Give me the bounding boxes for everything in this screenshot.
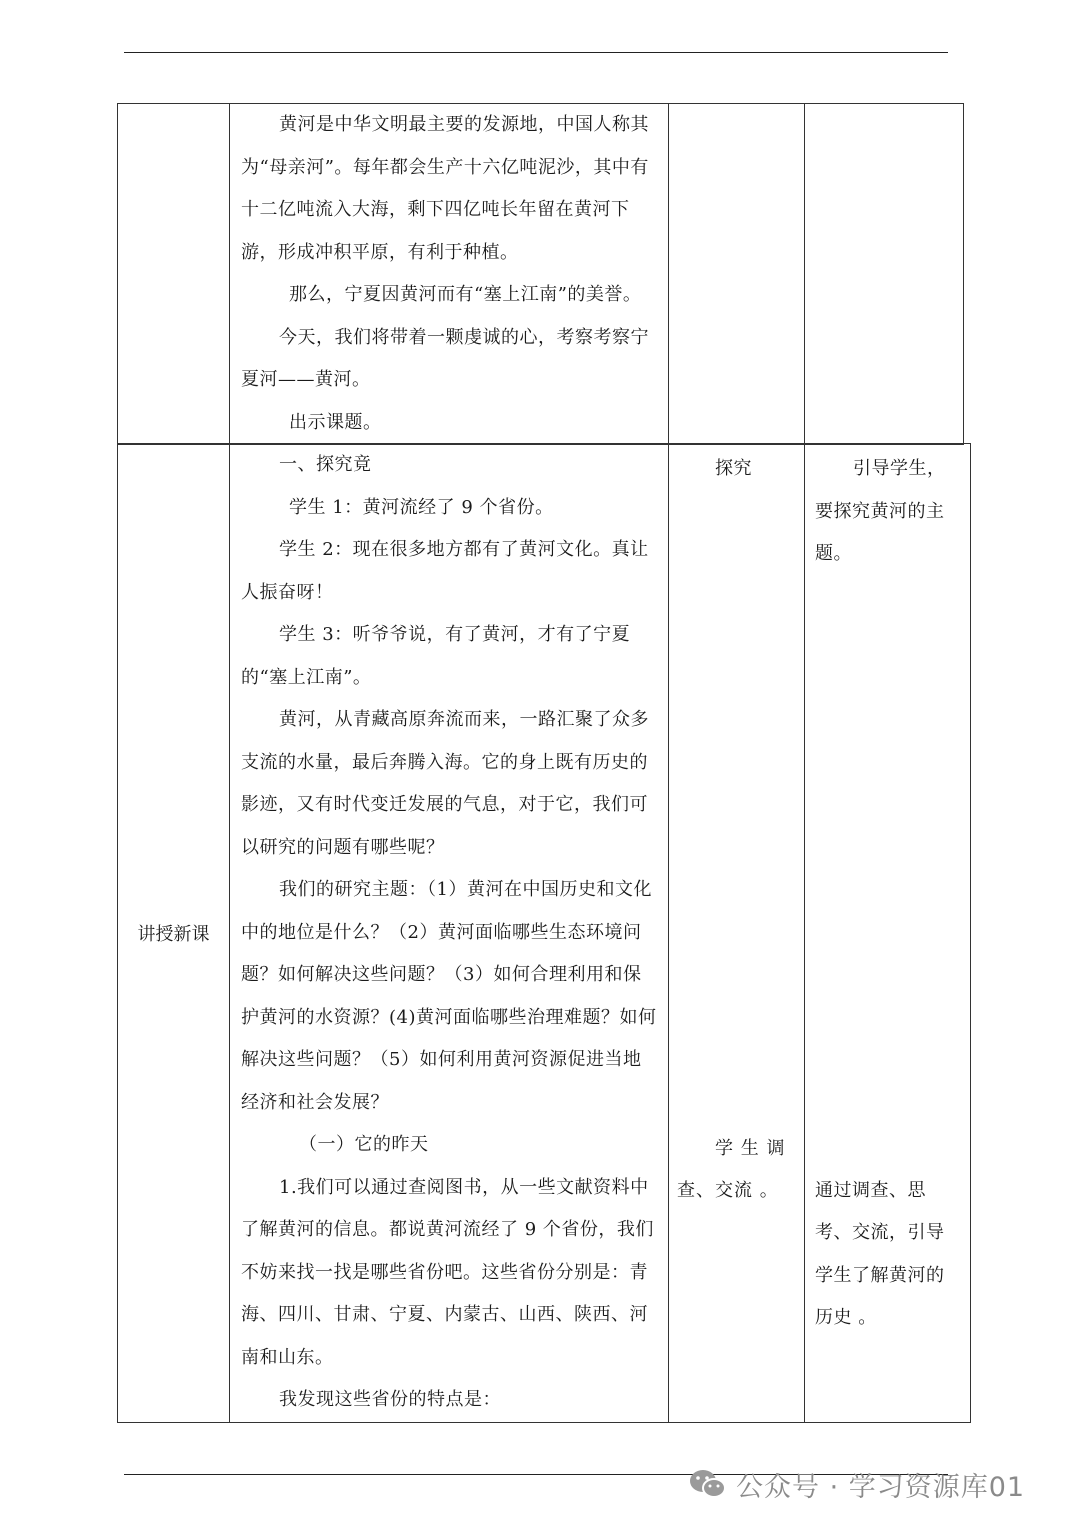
header-rule — [124, 52, 948, 53]
watermark-text: 公众号 · 学习资源库01 — [736, 1471, 1026, 1503]
intent-text: 引导学生，要探究黄河的主题。 — [815, 458, 946, 564]
stage-cell — [118, 444, 230, 1423]
paragraph: 一、探究竟 — [279, 454, 372, 475]
content-cell — [230, 444, 669, 1423]
stage-cell — [118, 104, 230, 445]
content-cell — [230, 104, 669, 445]
activity-text: 探究 — [715, 458, 752, 479]
activity-text: 学 生 调查、交流 。 — [677, 1137, 786, 1201]
paragraph: 学生 2：现在很多地方都有了黄河文化。真让人振奋呀！ — [241, 539, 649, 603]
watermark — [688, 1464, 1025, 1504]
wechat-icon — [688, 1467, 728, 1501]
intent-text: 通过调查、思考、交流，引导学生了解黄河的历史 。 — [815, 1179, 945, 1328]
lesson-table-top — [117, 103, 964, 445]
table-row — [118, 444, 971, 1423]
paragraph: 出示课题。 — [289, 411, 382, 433]
paragraph: 1.我们可以通过查阅图书，从一些文献资料中了解黄河的信息。都说黄河流经了 9 个省份，我们不妨来找一找是哪些省份吧。这些省份分别是：青海、四川、甘肃、宁夏、内蒙古、山西、陕西、河南和山东。 — [241, 1176, 654, 1368]
paragraph: 黄河，从青藏高原奔流而来，一路汇聚了众多支流的水量，最后奔腾入海。它的身上既有历史的影迹，又有时代变迁发展的气息，对于它，我们可以研究的问题有哪些呢？ — [241, 709, 649, 858]
paragraph: 今天，我们将带着一颗虔诚的心，考察考察宁夏河——黄河。 — [241, 326, 649, 390]
paragraph: 学生 1：黄河流经了 9 个省份。 — [289, 496, 554, 518]
intent-cell — [805, 104, 964, 445]
paragraph: 黄河是中华文明最主要的发源地，中国人称其为“母亲河”。每年都会生产十六亿吨泥沙，其中有十二亿吨流入大海，剩下四亿吨长年留在黄河下游，形成冲积平原，有利于种植。 — [241, 114, 649, 263]
stage-label: 讲授新课 — [137, 923, 210, 945]
paragraph: 我们的研究主题：（1）黄河在中国历史和文化中的地位是什么？（2）黄河面临哪些生态环境问题？如何解决这些问题？（3）如何合理利用和保护黄河的水资源？(4)黄河面临哪些治理难题？如何解决这些问题？（5）如何利用黄河资源促进当地经济和社会发展？ — [241, 879, 657, 1113]
paragraph: 我发现这些省份的特点是： — [279, 1389, 501, 1410]
activity-cell — [669, 444, 805, 1423]
paragraph: （一）它的昨天 — [299, 1134, 429, 1155]
paragraph: 学生 3：听爷爷说，有了黄河，才有了宁夏的“塞上江南”。 — [241, 624, 631, 688]
intent-cell — [805, 444, 971, 1423]
paragraph: 那么，宁夏因黄河而有“塞上江南”的美誉。 — [289, 284, 642, 305]
table-row — [118, 104, 964, 445]
activity-cell — [669, 104, 805, 445]
lesson-table-bottom — [117, 443, 971, 1423]
